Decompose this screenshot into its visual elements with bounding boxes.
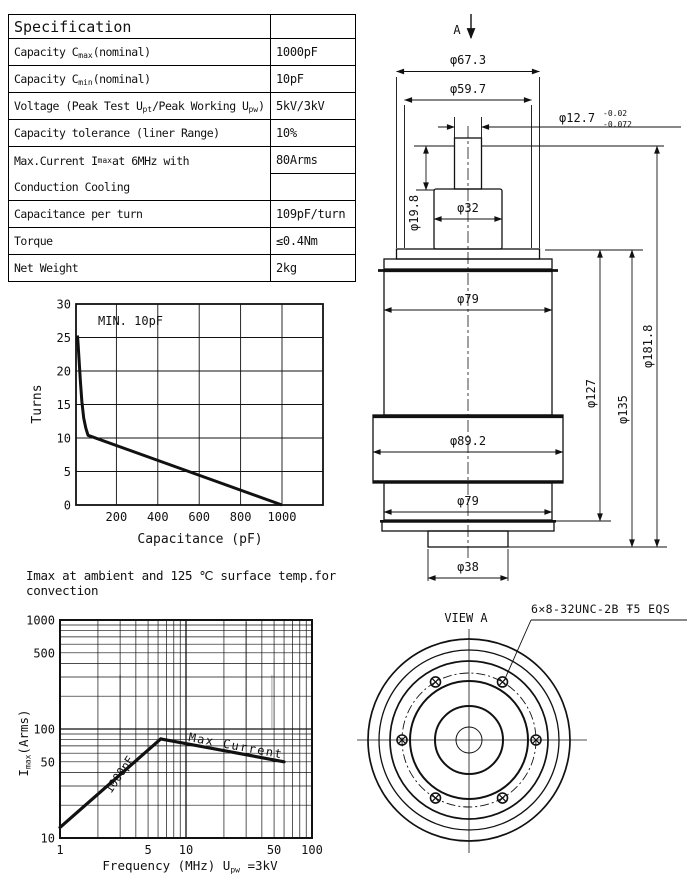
spec-label-text: at 6MHz with <box>111 153 190 168</box>
dimension-lines <box>373 72 681 582</box>
y-tick-label: 20 <box>56 364 71 379</box>
imax-chart-title-line2: convection <box>26 583 99 598</box>
artifact-lines <box>120 622 272 785</box>
spec-row-value: 109pF/turn <box>271 201 356 228</box>
dim-label-h127: φ127 <box>584 379 598 408</box>
x-tick-label: 200 <box>105 510 128 524</box>
spec-label-subscript: pt <box>142 104 153 114</box>
spec-row-label <box>9 66 271 93</box>
y-tick-label: 100 <box>33 722 55 737</box>
series-label-max-current: Max Current <box>187 730 285 762</box>
spec-row-value: 1000pF <box>271 39 356 66</box>
dim-label-shaft-tol-lower: -0.072 <box>603 120 632 129</box>
spec-label-text: Conduction Cooling <box>14 179 130 194</box>
table-row <box>9 147 356 174</box>
view-a-label: VIEW A <box>444 611 488 625</box>
dim-label-band-dia: φ89.2 <box>449 434 487 448</box>
grid <box>60 620 312 838</box>
table-row <box>9 66 356 93</box>
chart2-ylabel: $I_{max}(Arms)$ <box>16 709 33 777</box>
spec-label-text: Torque <box>14 234 53 248</box>
turns-capacitance-chart <box>28 292 358 554</box>
spec-row-value: 10pF <box>271 66 356 93</box>
y-tick-label: 10 <box>40 831 55 846</box>
spec-row-label <box>9 93 271 120</box>
spec-row-value: 2kg <box>271 255 356 282</box>
spec-label-subscript: max <box>78 50 93 60</box>
x-tick-label: 100 <box>301 843 323 857</box>
chart1-xlabel: Capacitance (pF) <box>137 532 263 547</box>
table-row <box>9 228 356 255</box>
tick-labels <box>57 298 297 525</box>
spec-row-label <box>9 201 271 228</box>
spec-label-text: ) <box>258 98 265 113</box>
spec-label-text: (nominal) <box>92 71 151 86</box>
tick-labels <box>26 614 323 858</box>
spec-label-text: Capacity tolerance (liner Range) <box>14 126 220 140</box>
x-tick-label: 10 <box>178 843 194 857</box>
dim-label-body-dia-top: φ79 <box>457 292 479 306</box>
x-tick-label: 400 <box>146 510 169 524</box>
spec-table <box>8 14 356 282</box>
x-tick-label: 1 <box>56 843 64 857</box>
spec-row-label <box>9 39 271 66</box>
spec-label-text: Net Weight <box>14 261 79 275</box>
spec-row-value: 80Arms <box>271 147 356 174</box>
y-tick-label: 25 <box>56 331 71 345</box>
dim-label-hub-dia: φ32 <box>457 201 479 215</box>
spec-header-empty-cell <box>271 15 356 39</box>
view-a-leader <box>504 620 687 681</box>
view-a-screw-note: 6×8-32UNC-2B Ŧ5 EQS <box>531 602 671 616</box>
dim-label-body-dia-bottom: φ79 <box>457 494 479 508</box>
spec-row-label <box>9 147 271 201</box>
spec-label-text: Capacitance per turn <box>14 207 143 221</box>
spec-row-label <box>9 120 271 147</box>
spec-header-row <box>9 15 356 39</box>
x-tick-label: 800 <box>229 510 252 524</box>
imax-chart-title <box>26 568 356 598</box>
dim-label-shaft-len: φ19.8 <box>407 194 421 231</box>
x-tick-label: 5 <box>144 843 152 857</box>
spec-row-value <box>271 174 356 201</box>
y-tick-label: 1000 <box>26 613 55 628</box>
spec-label-text: /Peak Working U <box>152 98 249 113</box>
spec-label-line2 <box>14 174 265 200</box>
turns-chart-container <box>28 292 358 558</box>
spec-row-label <box>9 255 271 282</box>
spec-label-text: (nominal) <box>92 44 151 59</box>
dim-label-shaft-tol-upper: -0.02 <box>603 109 628 118</box>
spec-label-subscript: max <box>97 156 112 165</box>
spec-label-text: Max.Current I <box>14 153 98 168</box>
spec-label-line1 <box>14 148 265 174</box>
section-arrow-label: A <box>453 23 461 37</box>
y-tick-label: 0 <box>63 498 71 513</box>
technical-drawing <box>355 0 700 885</box>
table-row <box>9 93 356 120</box>
view-a-bottom-view <box>357 629 587 853</box>
series-turns <box>77 335 282 505</box>
chart1-ylabel: Turns <box>30 384 45 424</box>
imax-frequency-chart <box>8 598 348 885</box>
spec-row-label <box>9 228 271 255</box>
y-tick-label: 15 <box>56 398 71 412</box>
spec-label-text: Capacity C <box>14 71 79 86</box>
x-tick-label: 600 <box>188 510 211 524</box>
y-tick-label: 500 <box>33 646 55 661</box>
spec-label-text: Capacity C <box>14 44 79 59</box>
y-tick-label: 50 <box>40 755 55 770</box>
spec-row-value: ≤0.4Nm <box>271 228 356 255</box>
series-label-1000pf: 1000pF <box>101 753 137 796</box>
imax-chart-title-line1: Imax at ambient and 125 ℃ surface temp.for <box>26 568 336 583</box>
y-tick-label: 5 <box>63 465 71 479</box>
dim-label-shaft-dia: φ12.7 <box>559 111 596 125</box>
spec-row-value: 5kV/3kV <box>271 93 356 120</box>
y-tick-label: 10 <box>56 431 71 446</box>
y-tick-label: 30 <box>56 297 71 312</box>
dim-label-flange-inner: φ59.7 <box>449 82 487 96</box>
dim-label-top-flange-od: φ67.3 <box>449 53 487 67</box>
min-capacity-annotation: MIN. 10pF <box>98 314 164 328</box>
x-tick-label: 50 <box>266 843 282 857</box>
table-row <box>9 39 356 66</box>
spec-table-title: Specification <box>9 15 271 39</box>
spec-label-subscript: min <box>78 77 93 87</box>
spec-label-subscript: pw <box>248 104 259 114</box>
dim-label-h181: φ181.8 <box>641 324 655 368</box>
spec-label-text: Voltage (Peak Test U <box>14 98 143 113</box>
table-row <box>9 201 356 228</box>
dim-label-h135: φ135 <box>616 395 630 424</box>
x-tick-label: 1000 <box>267 510 297 524</box>
table-row <box>9 255 356 282</box>
spec-row-value: 10% <box>271 120 356 147</box>
chart2-xlabel: Frequency (MHz) $U_{pw} =3kV$ <box>102 858 278 875</box>
dim-label-stub-dia: φ38 <box>457 560 479 574</box>
imax-chart-container <box>8 598 348 885</box>
table-row <box>9 120 356 147</box>
